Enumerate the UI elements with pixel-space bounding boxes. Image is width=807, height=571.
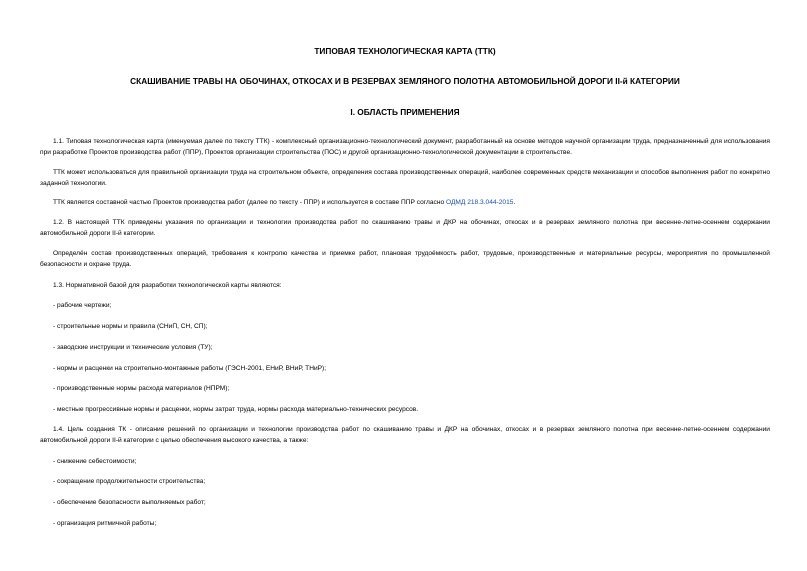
list-item: - рабочие чертежи; <box>53 302 112 309</box>
list-item: - местные прогрессивные нормы и расценки, нормы затрат труда, нормы расхода материально-технических ресурсов. <box>53 406 419 413</box>
paragraph-1-2: 1.2. В настоящей ТТК приведены указания по организации и технологии производства работ по скашиванию травы и ДКР на обочинах, откосах и в резервах земляного полотна при весенне-летне-осеннем содержании автомобильной дороги II-й категории. <box>40 219 770 237</box>
paragraph-operations: Определён состав производственных операций, требования к контролю качества и приемке работ, плановая трудоёмкость работ, трудовые, производственные и материальные ресурсы, мероприятия по промышленной безопасности и охране труда. <box>40 250 770 268</box>
paragraph-1-3: 1.3. Нормативной базой для разработки технологической карты являются: <box>53 282 282 289</box>
list-item: - нормы и расценки на строительно-монтажные работы (ГЭСН-2001, ЕНиР, ВНиР, ТНиР); <box>53 365 327 372</box>
paragraph-ttk-ppr <box>40 198 770 209</box>
paragraph-1-1: 1.1. Типовая технологическая карта (именуемая далее по тексту ТТК) - комплексный организационно-технологический документ, разработанный на основе методов научной организации труда, предназначенный для использования при разработке Проектов производства работ (ППР), Проектов организации строительства (ПОС) и другой организационно-технологической документации в строительстве. <box>40 138 770 156</box>
list-item: - организация ритмичной работы; <box>53 520 157 527</box>
list-item: - производственные нормы расхода материалов (НПРМ); <box>53 385 230 392</box>
list-item: - обеспечение безопасности выполняемых работ; <box>53 499 206 506</box>
list-item: - строительные нормы и правила (СНиП, СН, СП); <box>53 323 208 330</box>
list-item: - снижение себестоимости; <box>53 458 137 465</box>
list-item: - сокращение продолжительности строительства; <box>53 478 206 485</box>
odmd-link[interactable]: ОДМД 218.3.044-2015 <box>445 199 514 206</box>
paragraph-ttk-ppr-text: ТТК является составной частью Проектов производства работ (далее по тексту - ППР) и используется в составе ППР согласно <box>53 199 446 206</box>
paragraph-ttk-ppr-end: . <box>513 199 516 206</box>
document-subtitle: СКАШИВАНИЕ ТРАВЫ НА ОБОЧИНАХ, ОТКОСАХ И В РЕЗЕРВАХ ЗЕМЛЯНОГО ПОЛОТНА АВТОМОБИЛЬНОЙ ДОРОГИ II-й КАТЕГОРИИ <box>130 76 680 86</box>
list-item: - заводские инструкции и технические условия (ТУ); <box>53 344 213 351</box>
section-heading: I. ОБЛАСТЬ ПРИМЕНЕНИЯ <box>350 107 460 117</box>
paragraph-ttk-usage: ТТК может использоваться для правильной организации труда на строительном объекте, определения состава производственных операций, наиболее современных средств механизации и способов выполнения работ по конкретно заданной технологии. <box>40 169 770 187</box>
paragraph-1-4: 1.4. Цель создания ТК - описание решений по организации и технологии производства работ по скашиванию травы и ДКР на обочинах, откосах и в резервах земляного полотна при весенне-летне-осеннем содержании автомобильной дороги II-й категории с целью обеспечения высокого качества, а также: <box>40 426 770 444</box>
document-title: ТИПОВАЯ ТЕХНОЛОГИЧЕСКАЯ КАРТА (ТТК) <box>314 46 496 56</box>
